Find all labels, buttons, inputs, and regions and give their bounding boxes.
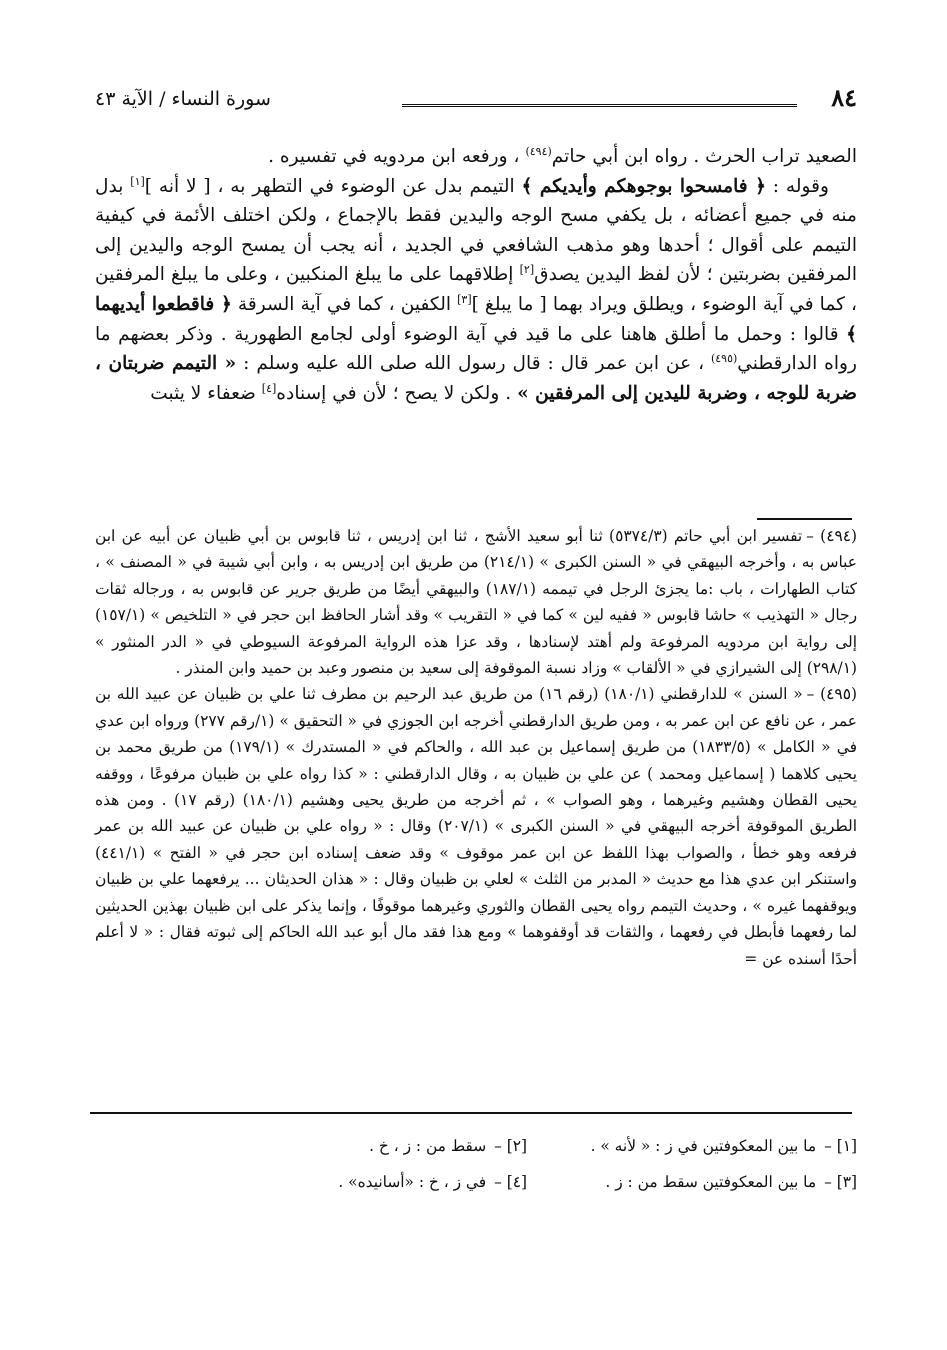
paragraph-tayammum <box>95 172 857 409</box>
variant-notes <box>95 1128 857 1200</box>
variant-ref[interactable]: [٢] <box>519 263 535 277</box>
footnote-ref[interactable]: (٤٩٤) <box>525 144 552 158</box>
variant-ref[interactable]: [٤] <box>261 381 277 395</box>
text-run: الصعيد تراب الحرث . رواه ابن أبي حاتم <box>551 146 857 167</box>
header-rule <box>402 104 797 111</box>
variant-notes-separator <box>90 1112 852 1114</box>
page-number: ٨٤ <box>831 83 857 112</box>
text-run: قالوا : وحمل ما أطلق هاهنا على ما قيد في آية الوضوء أولى لجامع الطهورية . وذكر بعضهم ما رواه الدارقطني <box>95 323 858 375</box>
variant-note <box>197 1164 527 1200</box>
quran-verse: ﴿ فامسحوا بوجوهكم وأيديكم ﴾ <box>521 175 766 197</box>
variant-row <box>95 1128 857 1164</box>
variant-row <box>95 1164 857 1200</box>
main-text <box>95 142 857 408</box>
paragraph-continuation <box>95 142 857 172</box>
variant-ref[interactable]: [١] <box>130 174 145 188</box>
text-run: ، ورفعه ابن مردويه في تفسيره . <box>268 146 526 167</box>
variant-text: ما بين المعكوفتين في ز : « لأنه » . <box>590 1137 817 1155</box>
text-run: . ولكن لا يصح ؛ لأن في إسناده <box>276 382 518 404</box>
variant-mark: [٤] – <box>494 1173 527 1191</box>
text-run: وقوله : <box>765 175 829 197</box>
text-run: بدل منه في جميع أعضائه ، بل يكفي مسح الوجه واليدين فقط بالإجماع ، ولكن اختلف الأئمة في كيفية التيمم على أقوال ؛ أحدها وهو مذهب الشافعي في الجديد ، أنه يجب أن يمسح الوجه واليدين إلى المرفقين بضربتين ؛ لأن لفظ اليدين يصدق <box>95 175 857 286</box>
footnote-494 <box>95 523 857 681</box>
text-run: ضعفاء لا يثبت <box>150 382 262 404</box>
text-run: ، عن ابن عمر قال : قال رسول الله صلى الله عليه وسلم : <box>236 353 711 375</box>
footnote-text: « السنن » للدارقطني (١٨٠/١) (رقم ١٦) من طريق عبد الرحيم بن مطرف ثنا علي بن ظبيان عن عبيد الله بن عمر ، عن نافع عن ابن عمر به ، ومن طريق الدارقطني أخرجه ابن الجوزي في « التحقيق » (١/رقم ٢٧٧) ورواه ابن عدي في « الكامل » (١٨٣٣/٥) من طريق إسماعيل بن عبد الله ، والحاكم في « المستدرك » (١٧٩/١) من طريق محمد بن يحيى كلاهما ( إسماعيل ومحمد ) عن علي بن ظبيان به ، وقال الدارقطني : « كذا رواه علي بن ظبيان مرفوعًا ، ووقفه يحيى القطان وهشيم وغيرهما ، وهو الصواب » ، ثم أخرجه من طريق يحيى وهشيم (١٨٠/١) (رقم ١٧) . ومن هذه الطريق الموقوفة أخرجه البيهقي في « السنن الكبرى » (٢٠٧/١) وقال : « رواه علي بن ظبيان عن عبيد الله بن عمر فرفعه وهو خطأ ، والصواب بهذا اللفظ عن ابن عمر موقوف » وقد ضعف إسناده ابن حجر في « الفتح » (٤٤١/١) واستنكر ابن عدي هذا مع حديث « المدبر من الثلث » لعلي بن ظبيان وقال : « هذان الحديثان ... يرفعهما علي بن ظبيان ويوقفهما غيره » ، وحديث التيمم رواه يحيى القطان والثوري وغيرهما موقوفًا ، وإنما يذكر على ابن ظبيان بهذين الحديثين لما رفعهما فأبطل في رفعهما ، والثقات قد أوقفوهما » ومع هذا فقد مال أبو عبد الله الحاكم إلى ثبوته فقال : « لا أعلم أحدًا أسنده عن = <box>95 685 858 968</box>
variant-mark: [١] – <box>824 1137 857 1155</box>
variant-note <box>527 1128 857 1164</box>
footnote-number: (٤٩٤) – <box>806 527 858 545</box>
footnote-number: (٤٩٥) – <box>806 685 857 704</box>
variant-ref[interactable]: [٣] <box>457 292 472 306</box>
footnotes <box>95 523 857 972</box>
variant-text: سقط من : ز ، خ . <box>369 1137 487 1155</box>
quran-verse: ﴿ فاقطعوا أيديهما ﴾ <box>95 293 857 345</box>
text-run: التيمم بدل عن الوضوء في التطهر به ، [ لا أنه ] <box>144 175 522 197</box>
variant-mark: [٢] – <box>494 1137 527 1155</box>
text-run: الكفين ، كما في آية السرقة <box>231 293 458 315</box>
variant-text: في ز ، خ : «أسانيده» . <box>338 1173 487 1191</box>
variant-note <box>197 1128 527 1164</box>
footnote-ref[interactable]: (٤٩٥) <box>710 351 738 365</box>
footnote-separator <box>757 518 852 520</box>
footnote-495 <box>95 681 857 971</box>
variant-mark: [٣] – <box>824 1173 857 1191</box>
footnote-text: تفسير ابن أبي حاتم (٥٣٧٤/٣) ثنا أبو سعيد الأشج ، ثنا ابن إدريس ، ثنا قابوس بن أبي ظبيان عن أبيه عن ابن عباس به ، وأخرجه البيهقي في « السنن الكبرى » (٢١٤/١) من طريق ابن إدريس به ، وابن أبي شيبة في « المصنف » ، كتاب الطهارات ، باب :ما يجزئ الرجل في تيممه (١٨٧/١) والبيهقي أيضًا من طريق جرير عن قابوس به ، ورجاله ثقات رجال « التهذيب » حاشا قابوس « ففيه لين » كما في « التقريب » وقد أشار الحافظ ابن حجر في « التلخيص » (١٥٧/١) إلى رواية ابن مردويه المرفوعة ولم أهتد لإسنادها ، وقد عزا هذه الرواية المرفوعة السيوطي في « الدر المنثور » (٢٩٨/١) إلى الشيرازي في « الألقاب » وزاد نسبة الموقوفة إلى سعيد بن منصور وعبد بن حميد وابن المنذر . <box>95 527 857 678</box>
running-header <box>95 82 857 122</box>
text-run: إطلاقهما على ما يبلغ المنكبين ، وعلى ما يبلغ المرفقين ، كما في آية الوضوء ، ويطلق ويراد بهما [ ما يبلغ ] <box>95 264 857 315</box>
variant-text: ما بين المعكوفتين سقط من : ز . <box>605 1173 817 1191</box>
surah-title: سورة النساء / الآية ٤٣ <box>95 88 271 110</box>
hadith-quote: « التيمم ضربتان ، ضربة للوجه ، وضربة لليدين إلى المرفقين » <box>95 353 857 404</box>
variant-note <box>527 1164 857 1200</box>
